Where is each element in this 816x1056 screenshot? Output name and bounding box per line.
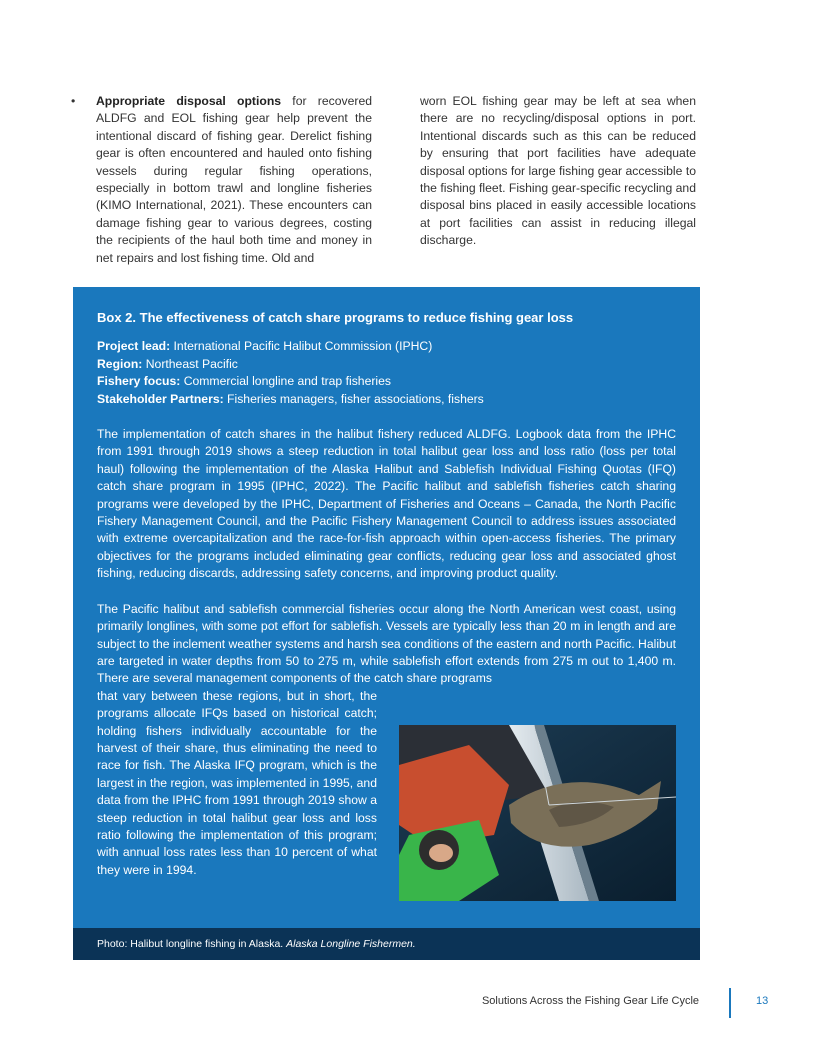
footer-section-title: Solutions Across the Fishing Gear Life Cycle	[481, 995, 699, 1007]
halibut-photo-illustration	[399, 725, 676, 901]
meta-label: Project lead:	[97, 339, 171, 354]
meta-label: Stakeholder Partners:	[97, 391, 224, 406]
bullet-marker: •	[71, 94, 76, 108]
meta-value: Northeast Pacific	[142, 356, 238, 371]
disposal-options-lead: Appropriate disposal options	[96, 94, 282, 108]
intro-right-column	[420, 93, 696, 250]
meta-value: Commercial longline and trap fisheries	[180, 374, 391, 389]
footer-divider	[729, 988, 731, 1018]
page-number: 13	[756, 995, 769, 1007]
box-paragraph-2-wrap: that vary between these regions, but in short, the programs allocate IFQs based on historical catch; holding fishers individually accountable for the harvest of their share, thus eliminating the need to race for fish. The Alaska IFQ program, which is the largest in the region, was implemented in 1995, and data from the IPHC from 1991 through 2019 show a steep reduction in total halibut gear loss and loss ratio following the implementation of this program; with annual loss rates less than 10 percent of what they were in 1994.	[97, 688, 377, 877]
meta-region	[97, 356, 676, 373]
meta-label: Region:	[97, 356, 143, 371]
caption-text: Photo: Halibut longline fishing in Alaska.	[97, 938, 287, 950]
photo-caption-bar	[73, 928, 700, 960]
meta-value: Fisheries managers, fisher associations, fishers	[223, 391, 484, 406]
box-title: Box 2. The effectiveness of catch share programs to reduce fishing gear loss	[97, 310, 574, 325]
case-study-box	[73, 287, 700, 928]
meta-stakeholders	[97, 391, 676, 408]
intro-right-text: worn EOL fishing gear may be left at sea when there are no recycling/disposal options in port. Intentional discards such as this can be reduced by ensuring that port facilities have adequate disposal options for large fishing gear accessible to the fishing fleet. Fishing gear-specific recycling and disposal bins placed in easily accessible locations at port facilities can assist in reducing illegal discharge.	[420, 94, 696, 248]
intro-left-column	[96, 93, 372, 267]
meta-label: Fishery focus:	[97, 374, 181, 389]
meta-project-lead	[97, 338, 676, 355]
box-paragraph-1: The implementation of catch shares in the halibut fishery reduced ALDFG. Logbook data from the IPHC from 1991 through 2019 shows a steep reduction in total halibut gear loss and loss ratio (loss per total haul) following the implementation of the Alaska Halibut and Sablefish Individual Fishing Quotas (IFQ) catch share program in 1995 (IPHC, 2022). The Pacific halibut and sablefish fisheries catch sharing programs were developed by the IPHC, Department of Fisheries and Oceans – Canada, the North Pacific Fishery Management Council, and the Pacific Fishery Management Council to address issues associated with extreme overcapitalization and the race-for-fish approach within open-access fisheries. The primary objectives for the programs included eliminating gear conflicts, reducing gear loss and associated ghost fishing, reducing discards, addressing safety concerns, and improving product quality.	[97, 427, 676, 581]
caption-credit: Alaska Longline Fishermen.	[286, 938, 416, 950]
halibut-photo	[399, 725, 676, 901]
meta-value: International Pacific Halibut Commission (IPHC)	[170, 339, 433, 354]
box-paragraph-2: The Pacific halibut and sablefish commercial fisheries occur along the North American west coast, using primarily longlines, with some pot effort for sablefish. Vessels are typically less than 20 m in length and are subject to the inclement weather systems and harsh sea conditions of the eastern and north Pacific. Halibut are targeted in water depths from 50 to 275 m, while sablefish effort extends from 275 m out to 1,400 m. There are several management components of the catch share programs	[97, 601, 676, 686]
intro-left-text: for recovered ALDFG and EOL fishing gear help prevent the intentional discard of fishing gear. Derelict fishing gear is often encountered and hauled onto fishing vessels during regular fishing operations, especially in bottom trawl and longline fisheries (KIMO International, 2021). These encounters can damage fishing gear to various degrees, costing the recipients of the haul both time and money in net repairs and lost fishing time. Old and	[96, 94, 372, 265]
meta-fishery-focus	[97, 373, 676, 390]
photo-caption	[97, 937, 416, 951]
